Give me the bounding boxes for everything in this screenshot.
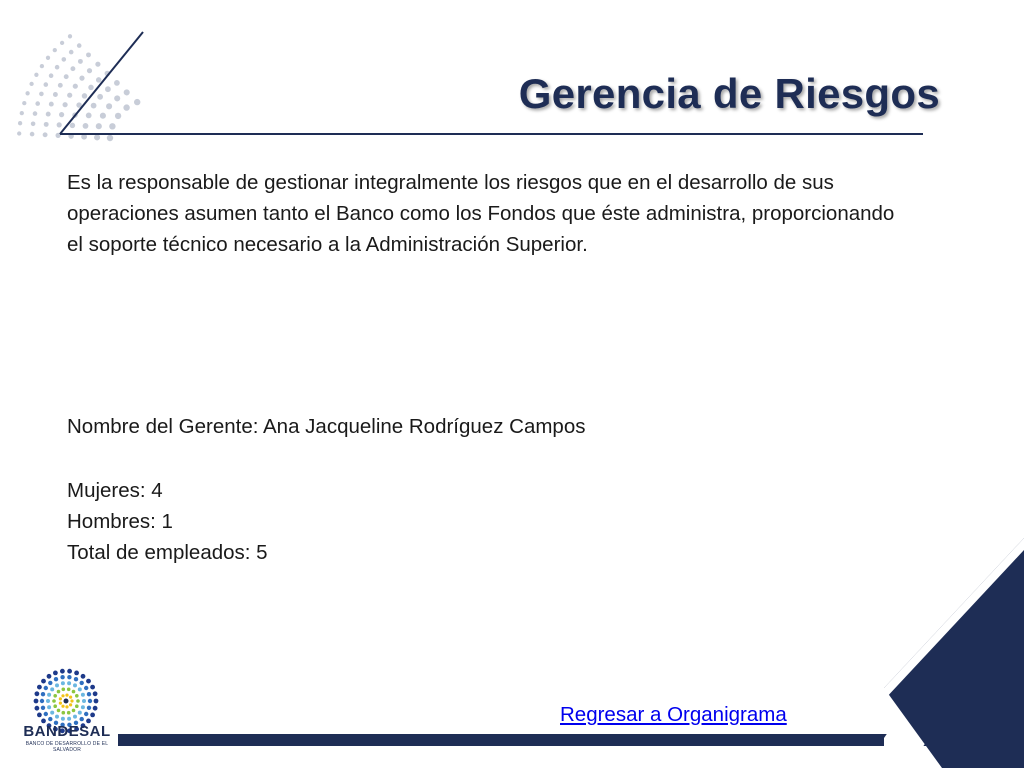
title-underline (60, 133, 923, 135)
page-title: Gerencia de Riesgos (518, 70, 940, 117)
bottom-bar (118, 734, 948, 746)
back-to-org-chart-link[interactable]: Regresar a Organigrama (560, 703, 787, 726)
corner-stripe-icon (884, 538, 1024, 768)
logo-tagline: BANCO DE DESARROLLO DE EL SALVADOR (25, 741, 109, 753)
total-employees: Total de empleados: 5 (67, 541, 268, 564)
manager-name: Nombre del Gerente: Ana Jacqueline Rodríguez Campos (67, 415, 586, 438)
logo-name: BANDESAL (23, 723, 111, 740)
women-count: Mujeres: 4 (67, 479, 163, 502)
description-text: Es la responsable de gestionar integralmente los riesgos que en el desarrollo de sus operaciones asumen tanto el Banco como los Fondos que éste administra, proporcionando el soporte técnico necesario a la Administración Superior. (67, 171, 895, 256)
men-count: Hombres: 1 (67, 510, 173, 533)
info-block (67, 411, 586, 568)
dot-fan-icon (0, 0, 170, 145)
